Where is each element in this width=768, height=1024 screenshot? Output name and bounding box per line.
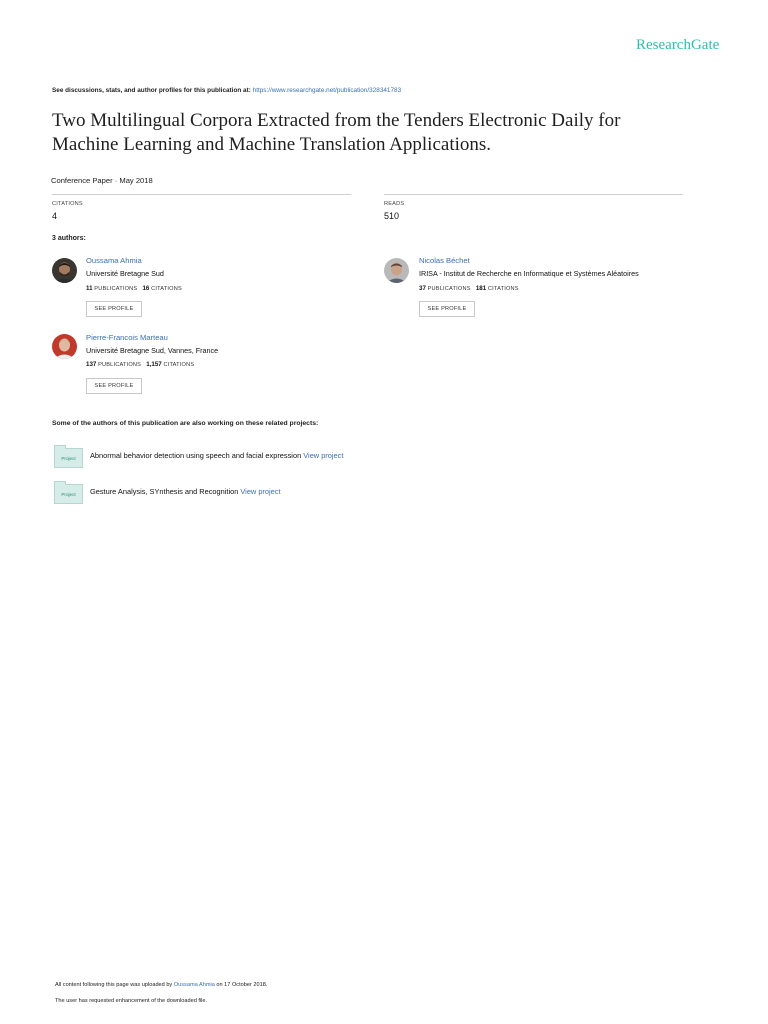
project-item (90, 451, 343, 460)
citations-label: CITATIONS (163, 362, 195, 368)
reads-label: READS (384, 201, 405, 207)
publications-count: 11 (86, 285, 93, 292)
see-profile-button[interactable]: SEE PROFILE (86, 301, 142, 317)
project-folder-icon: Project (54, 484, 83, 504)
citations-label: CITATIONS (487, 286, 519, 292)
publications-count: 37 (419, 285, 426, 292)
paper-title-line-2: Machine Learning and Machine Translation Applications. (52, 134, 492, 155)
citations-count: 1,157 (146, 361, 162, 368)
see-profile-button[interactable]: SEE PROFILE (419, 301, 475, 317)
project-title: Gesture Analysis, SYnthesis and Recognition (90, 487, 239, 496)
discussion-line (52, 87, 401, 94)
publication-type-date: Conference Paper · May 2018 (51, 176, 153, 185)
paper-title-line-1: Two Multilingual Corpora Extracted from the Tenders Electronic Daily for (52, 110, 621, 131)
publications-count: 137 (86, 361, 97, 368)
see-profile-button[interactable]: SEE PROFILE (86, 378, 142, 394)
researchgate-logo[interactable]: ResearchGate (636, 37, 720, 53)
citations-count: 16 (142, 285, 150, 292)
project-folder-icon: Project (54, 448, 83, 468)
citations-label: CITATIONS (52, 201, 83, 207)
view-project-link[interactable]: View project (303, 451, 344, 460)
upload-note (55, 982, 267, 988)
author-stats (86, 361, 194, 368)
author-name-nicolas-bechet[interactable]: Nicolas Béchet (419, 256, 470, 265)
uploader-link[interactable]: Oussama Ahmia (173, 982, 215, 988)
reads-divider (384, 194, 683, 195)
avatar-oussama-ahmia[interactable] (52, 258, 77, 283)
citations-divider (52, 194, 351, 195)
publications-label: PUBLICATIONS (98, 362, 142, 368)
author-affiliation: Université Bretagne Sud (86, 269, 164, 278)
author-stats (419, 285, 519, 292)
discussion-prefix: See discussions, stats, and author profiles for this publication at: (52, 87, 251, 94)
citations-value: 4 (52, 211, 58, 221)
author-name-pierre-francois-marteau[interactable]: Pierre-Francois Marteau (86, 333, 168, 342)
author-affiliation: IRISA - Institut de Recherche en Informatique et Systèmes Aléatoires (419, 269, 639, 278)
paper-title (52, 109, 712, 157)
enhancement-note: The user has requested enhancement of the downloaded file. (55, 998, 208, 1004)
project-title: Abnormal behavior detection using speech and facial expression (90, 451, 302, 460)
author-stats (86, 285, 182, 292)
author-name-oussama-ahmia[interactable]: Oussama Ahmia (86, 256, 142, 265)
citations-label: CITATIONS (151, 286, 182, 292)
authors-heading: 3 authors: (52, 235, 86, 242)
publications-label: PUBLICATIONS (94, 286, 138, 292)
project-item (90, 487, 281, 496)
citations-count: 181 (475, 285, 487, 292)
publications-label: PUBLICATIONS (427, 286, 471, 292)
upload-suffix: on 17 October 2018. (216, 982, 268, 988)
avatar-pierre-francois-marteau[interactable] (52, 334, 77, 359)
avatar-nicolas-bechet[interactable] (384, 258, 409, 283)
view-project-link[interactable]: View project (240, 487, 281, 496)
reads-value: 510 (384, 211, 400, 221)
author-affiliation: Université Bretagne Sud, Vannes, France (86, 346, 219, 355)
related-projects-heading: Some of the authors of this publication are also working on these related projects: (52, 420, 319, 427)
upload-prefix: All content following this page was uploaded by (55, 982, 173, 988)
publication-url-link[interactable]: https://www.researchgate.net/publication/328341783 (252, 87, 402, 94)
